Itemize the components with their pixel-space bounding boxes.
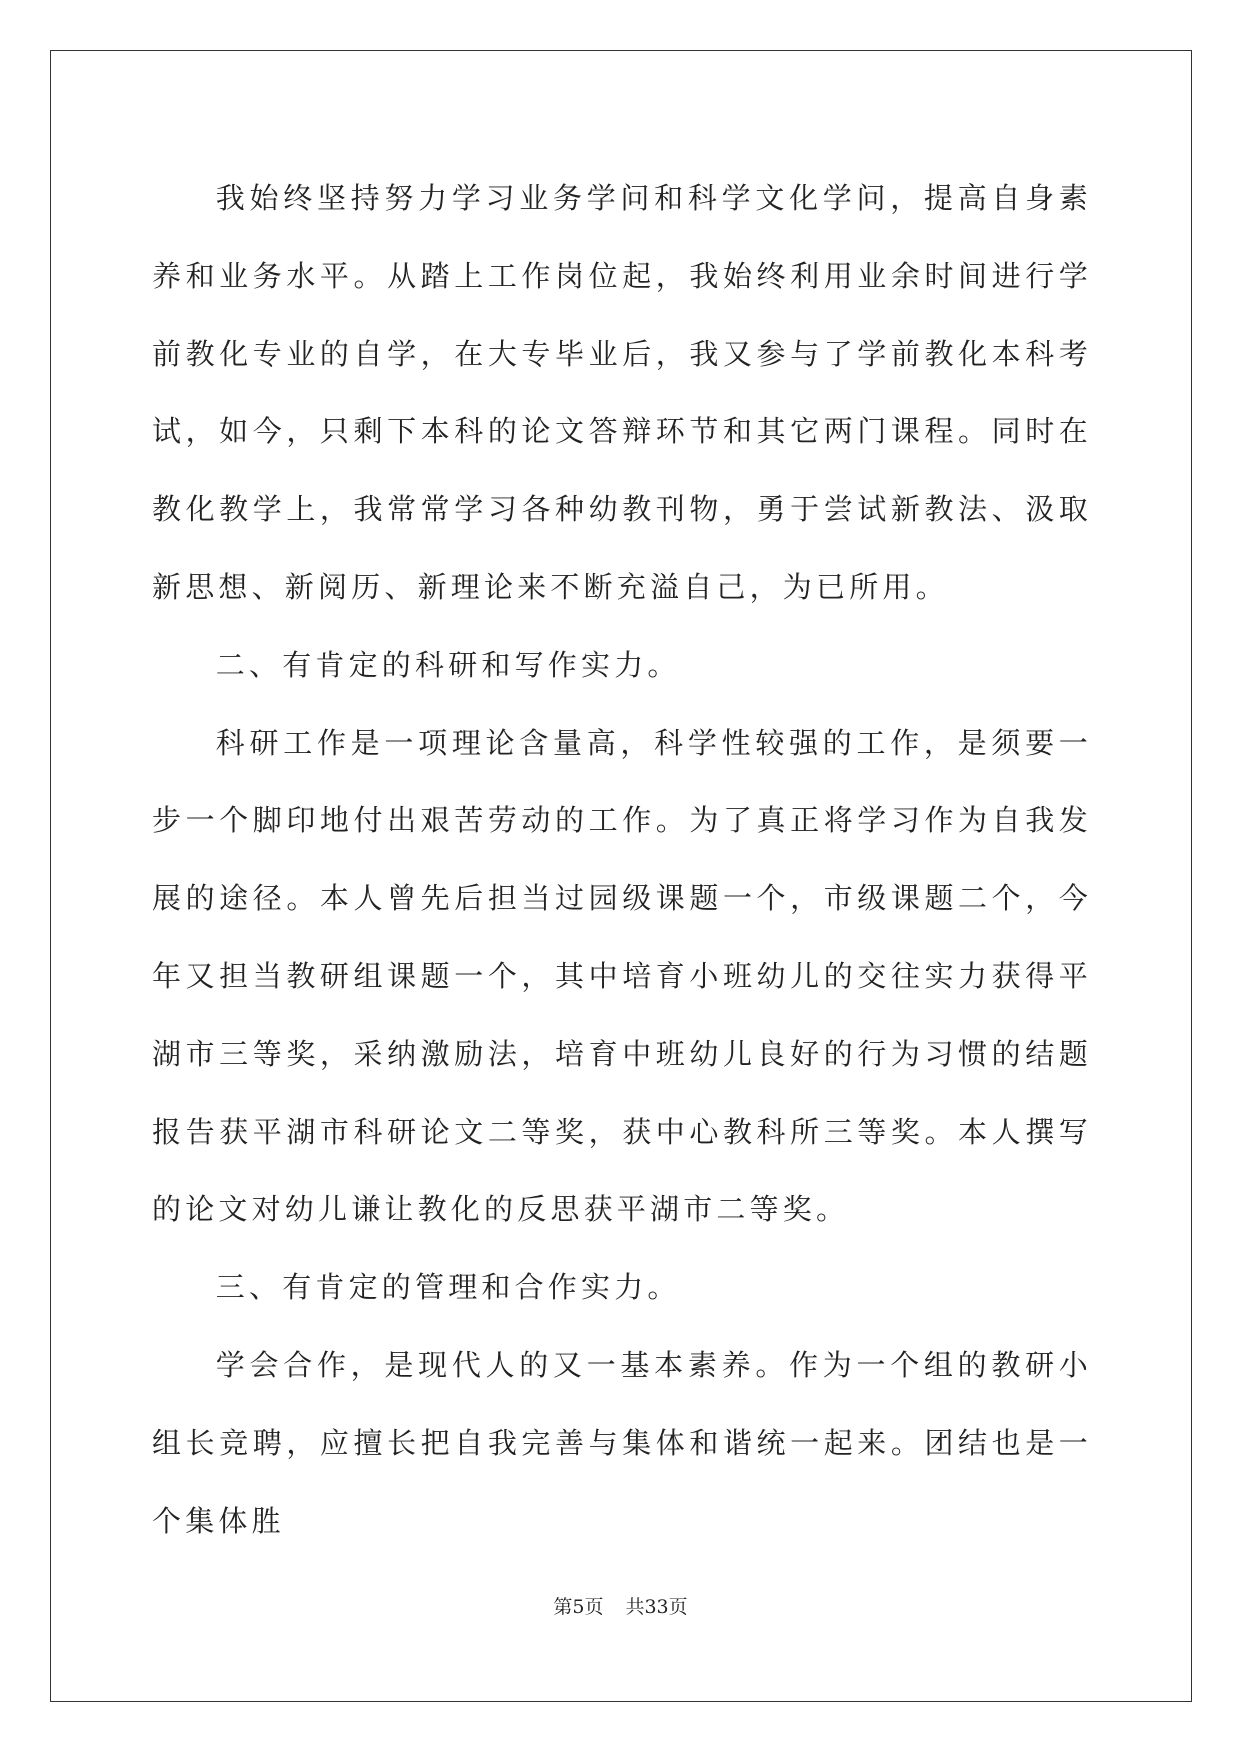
document-body [152,160,1092,1560]
total-pages: 共33页 [625,1596,688,1618]
paragraph-study: 我始终坚持努力学习业务学问和科学文化学问，提高自身素养和业务水平。从踏上工作岗位起，我始终利用业余时间进行学前教化专业的自学，在大专毕业后，我又参与了学前教化本科考试，如今，只剩下本科的论文答辩环节和其它两门课程。同时在教化教学上，我常常学习各种幼教刊物，勇于尝试新教法、汲取新思想、新阅历、新理论来不断充溢自己，为已所用。 [152,181,1092,604]
heading-management-cooperation: 三、有肯定的管理和合作实力。 [215,1270,681,1305]
page-footer [0,1595,1241,1619]
page-number: 第5页 [553,1596,604,1618]
paragraph-research: 科研工作是一项理论含量高，科学性较强的工作，是须要一步一个脚印地付出艰苦劳动的工作。为了真正将学习作为自我发展的途径。本人曾先后担当过园级课题一个，市级课题二个，今年又担当教研组课题一个，其中培育小班幼儿的交往实力获得平湖市三等奖，采纳激励法，培育中班幼儿良好的行为习惯的结题报告获平湖市科研论文二等奖，获中心教科所三等奖。本人撰写的论文对幼儿谦让教化的反思获平湖市二等奖。 [152,725,1092,1227]
paragraph-cooperation: 学会合作，是现代人的又一基本素养。作为一个组的教研小组长竞聘，应擅长把自我完善与集体和谐统一起来。团结也是一个集体胜 [152,1347,1092,1538]
heading-research-writing: 二、有肯定的科研和写作实力。 [215,647,681,682]
